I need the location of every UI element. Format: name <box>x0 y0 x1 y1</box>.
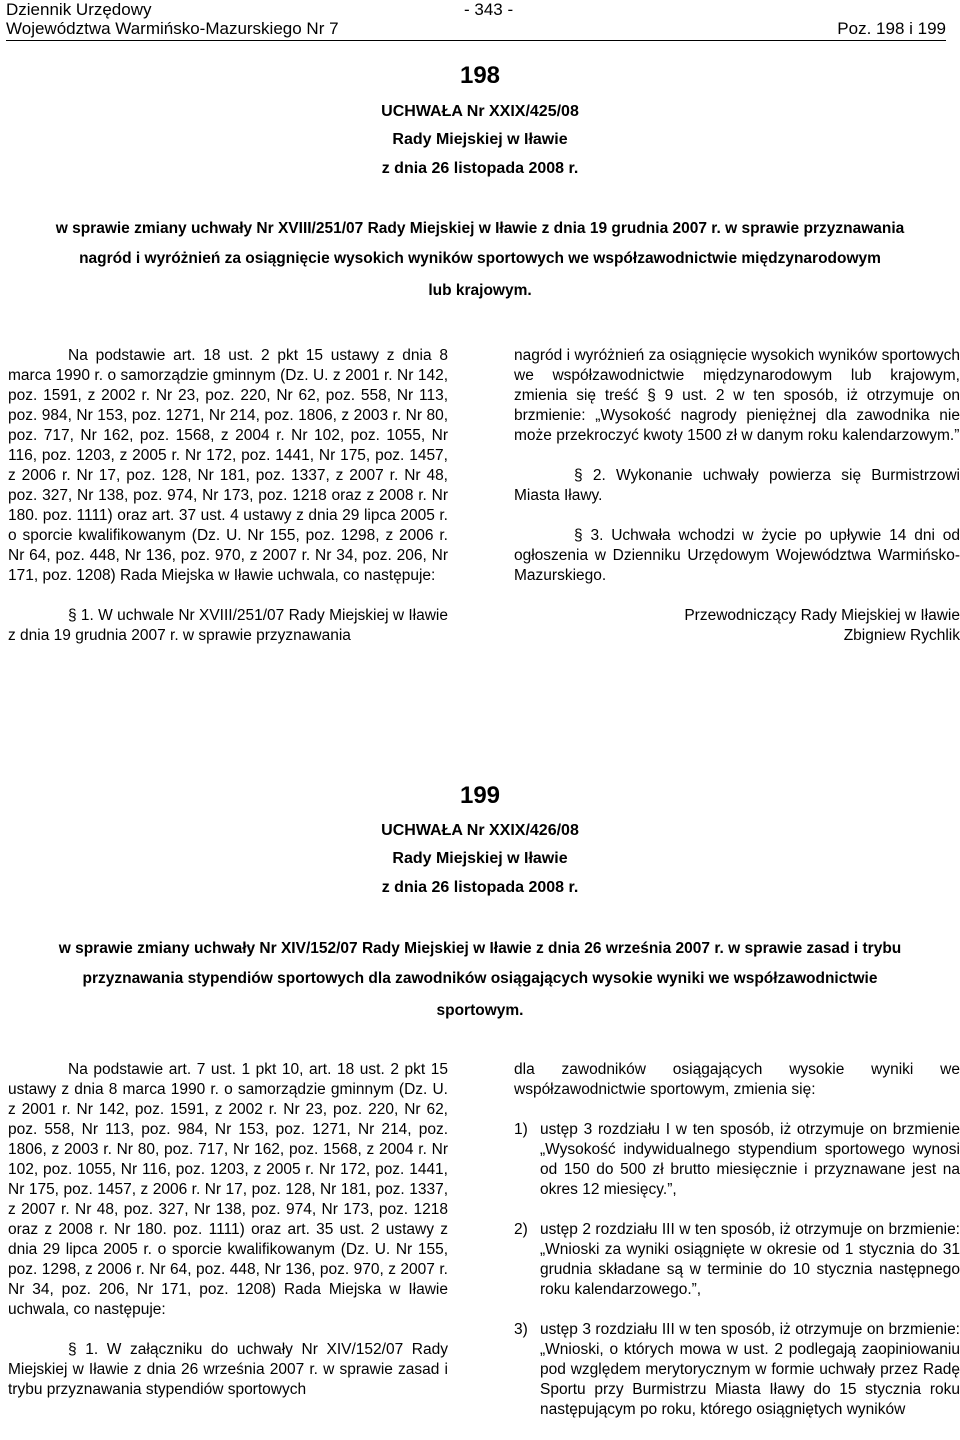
page-number: - 343 - <box>464 0 514 19</box>
list-item <box>514 1120 960 1200</box>
list-item <box>514 1320 960 1420</box>
paragraph: § 1. W załączniku do uchwały Nr XIV/152/07 Rady Miejskiej w Iławie z dnia 26 września 2007 r. w sprawie zasad i trybu przyznawania stypendiów sportowych <box>8 1341 448 1398</box>
paragraph: nagród i wyróżnień za osiągnięcie wysokich wyników sportowych we współzawodnictwie międzynarodowym lub krajowym, zmienia się treść § 9 ust. 2 w ten sposób, iż otrzymuje on brzmienie: „Wysokość nagrody pieniężnej dla zawodnika nie może przekroczyć kwoty 1500 zł w danym roku kalendarzowym.” <box>514 347 960 444</box>
position-numbers: Poz. 198 i 199 <box>837 19 946 38</box>
left-column <box>8 346 448 646</box>
right-column <box>514 346 960 646</box>
act-subject-line: nagród i wyróżnień za osiągnięcie wysokich wyników sportowych we współzawodnictwie międzynarodowym <box>79 250 881 267</box>
list-text: ustęp 3 rozdziału III w ten sposób, iż otrzymuje on brzmienie: „Wnioski, o których mowa w ust. 2 podlegają zaopiniowaniu pod względem merytorycznym w formie uchwały przez Radę Sportu przy Burmistrzu Miasta Iławy do 15 stycznia roku następującym po roku, którego osiągniętych wyników <box>540 1321 960 1418</box>
left-column <box>8 1060 448 1400</box>
list-item <box>514 1220 960 1300</box>
paragraph: § 3. Uchwała wchodzi w życie po upływie 14 dni od ogłoszenia w Dzienniku Urzędowym Województwa Warmińsko-Mazurskiego. <box>514 527 960 584</box>
act-number: 199 <box>459 782 501 809</box>
act-subject-line: lub krajowym. <box>428 282 532 299</box>
paragraph: § 2. Wykonanie uchwały powierza się Burmistrzowi Miasta Iławy. <box>514 467 960 504</box>
act-subject-line: sportowym. <box>436 1002 524 1019</box>
act-subject-line: przyznawania stypendiów sportowych dla zawodników osiągających wysokie wyniki we współzawodnictwie <box>82 970 878 987</box>
act-title: UCHWAŁA Nr XXIX/425/08 <box>381 103 579 120</box>
act-subject-line: w sprawie zmiany uchwały Nr XIV/152/07 Rady Miejskiej w Iławie z dnia 26 września 2007 r. w sprawie zasad i trybu <box>58 940 902 957</box>
journal-title: Dziennik Urzędowy <box>6 0 152 19</box>
act-number: 198 <box>459 62 501 89</box>
act-issuer: Rady Miejskiej w Iławie <box>392 131 568 148</box>
act-issuer: Rady Miejskiej w Iławie <box>392 850 568 867</box>
signature-name: Zbigniew Rychlik <box>843 627 960 644</box>
list-text: ustęp 3 rozdziału I w ten sposób, iż otrzymuje on brzmienie „Wysokość indywidualnego stypendium sportowego wynosi od 150 do 500 zł brutto miesięcznie i przyznawane jest na okres 12 miesięcy.”, <box>540 1121 960 1198</box>
paragraph: Na podstawie art. 7 ust. 1 pkt 10, art. 18 ust. 2 pkt 15 ustawy z dnia 8 marca 1990 r. o samorządzie gminnym (Dz. U. z 2001 r. Nr 142, poz. 1591, z 2002 r. Nr 23, poz. 220, Nr 62, poz. 558, Nr 113, poz. 984, Nr 153, poz. 1271, Nr 214, poz. 1806, z 2003 r. Nr 80, poz. 717, Nr 162, poz. 1568, z 2004 r. Nr 102, poz. 1055, Nr 116, poz. 1203, z 2005 r. Nr 172, poz. 1441, Nr 175, poz. 1457, z 2006 r. Nr 17, poz. 128, Nr 181, poz. 1337, z 2007 r. Nr 48, poz. 327, Nr 138, poz. 974, Nr 173, poz. 1218 oraz z 2008 r. Nr 180. poz. 1111) oraz art. 35 ust. 2 ustawy z dnia 29 lipca 2005 r. o sporcie kwalifikowanym (Dz. U. Nr 155, poz. 1298, z 2006 r. Nr 64, poz. 448, Nr 136, poz. 970, z 2007 r. Nr 34, poz. 206, Nr 171, poz. 1208) Rada Miejska w Iławie uchwala, co następuje: <box>8 1061 448 1318</box>
act-date: z dnia 26 listopada 2008 r. <box>381 879 579 896</box>
list-number: 1) <box>514 1121 528 1138</box>
signature-role: Przewodniczący Rady Miejskiej w Iławie <box>684 607 960 624</box>
list-number: 3) <box>514 1321 528 1338</box>
list-text: ustęp 2 rozdziału III w ten sposób, iż otrzymuje on brzmienie: „Wnioski za wyniki osiągnięte w okresie od 1 stycznia do 31 grudnia składane są w terminie do 10 stycznia następnego roku kalendarzowego.”, <box>540 1221 960 1298</box>
paragraph: dla zawodników osiągających wysokie wyniki we współzawodnictwie sportowym, zmienia się: <box>514 1061 960 1098</box>
page-header <box>6 0 946 41</box>
list-number: 2) <box>514 1221 528 1238</box>
act-subject-line: w sprawie zmiany uchwały Nr XVIII/251/07 Rady Miejskiej w Iławie z dnia 19 grudnia 2007 r. w sprawie przyznawania <box>55 220 905 237</box>
paragraph: Na podstawie art. 18 ust. 2 pkt 15 ustawy z dnia 8 marca 1990 r. o samorządzie gminnym (Dz. U. z 2001 r. Nr 142, poz. 1591, z 2002 r. Nr 23, poz. 220, Nr 62, poz. 558, Nr 113, poz. 984, Nr 153, poz. 1271, Nr 214, poz. 1806, z 2003 r. Nr 80, poz. 717, Nr 162, poz. 1568, z 2004 r. Nr 102, poz. 1055, Nr 116, poz. 1203, z 2005 r. Nr 172, poz. 1441, Nr 175, poz. 1457, z 2006 r. Nr 17, poz. 128, Nr 181, poz. 1337, z 2007 r. Nr 48, poz. 327, Nr 138, poz. 974, Nr 173, poz. 1218 oraz z 2008 r. Nr 180. poz. 1111) oraz art. 37 ust. 4 ustawy z dnia 29 lipca 2005 r. o sporcie kwalifikowanym (Dz. U. Nr 155, poz. 1298, z 2006 r. Nr 64, poz. 448, Nr 136, poz. 970, z 2007 r. Nr 34, poz. 206, Nr 171, poz. 1208) Rada Miejska w Iławie uchwala, co następuje: <box>8 347 448 584</box>
paragraph: § 1. W uchwale Nr XVIII/251/07 Rady Miejskiej w Iławie z dnia 19 grudnia 2007 r. w sprawie przyznawania <box>8 607 448 644</box>
right-column <box>514 1060 960 1420</box>
province-title: Województwa Warmińsko-Mazurskiego Nr 7 <box>6 19 339 38</box>
act-title: UCHWAŁA Nr XXIX/426/08 <box>381 822 579 839</box>
act-date: z dnia 26 listopada 2008 r. <box>381 160 579 177</box>
